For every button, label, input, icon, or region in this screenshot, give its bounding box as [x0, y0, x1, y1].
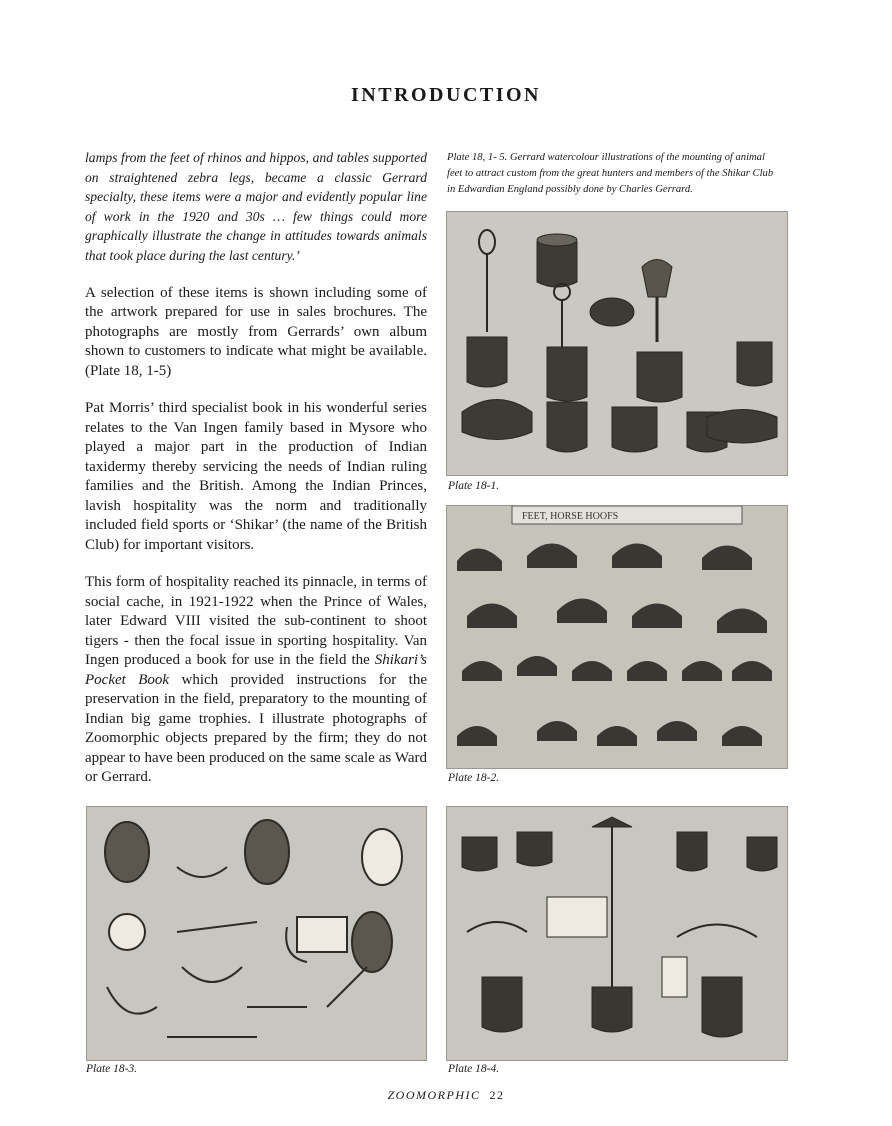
page-footer	[0, 1088, 892, 1103]
left-column	[85, 148, 427, 806]
plate-18-1-image	[446, 211, 788, 476]
plate-18-2-label: Plate 18-2.	[448, 772, 500, 784]
plate-18-3-label: Plate 18-3.	[86, 1063, 138, 1075]
plate-18-4-label: Plate 18-4.	[448, 1063, 500, 1075]
plate-18-3-image	[86, 806, 427, 1061]
hooves-illustration	[447, 506, 787, 768]
plate-18-2-image	[446, 505, 788, 769]
plate-18-2-header: FEET, HORSE HOOFS	[522, 511, 619, 522]
paragraph-3-text-after: which provided instructions for the preservation in the field, preparatory to the mounting of Indian big game trophies. I illustrate photographs of Zoomorphic objects prepared by the firm; they do not appear to have been produced on the same scale as Ward or Gerrard.	[85, 671, 428, 786]
paragraph-2: Pat Morris’ third specialist book in his wonderful series relates to the Van Ingen family based in Mysore who played a major part in the production of Indian taxidermy thereby servicing the needs of Indian ruling families and the British. Among the Indian Princes, lavish hospitality was the norm and traditionally included field sports or ‘Shikar’ (the name of the British Club) for important visitors.	[85, 400, 427, 553]
book-title: Shikari’s Pocket Book	[85, 652, 427, 688]
quote-text: lamps from the feet of rhinos and hippos, and tables supported on straightened zebra legs, became a classic Gerrard specialty, these items were a major and evidently popular line of work in the 1920 and 30s … few things could more graphically illustrate the change in attitudes towards animals that took place during the last century.’	[85, 150, 427, 263]
page-title: INTRODUCTION	[350, 84, 542, 106]
paragraph-3	[85, 573, 427, 788]
page-number: 22	[489, 1088, 505, 1102]
horn-mounts-illustration	[87, 807, 426, 1060]
plates-caption: Plate 18, 1- 5. Gerrard watercolour illustrations of the mounting of animal feet to attract custom from the great hunters and members of the Shikar Club in Edwardian England possibly done by Charles Gerrard.	[447, 152, 774, 195]
candelabra-illustration	[447, 807, 787, 1060]
footer-brand: ZOOMORPHIC	[387, 1088, 481, 1102]
plate-18-4-image	[446, 806, 788, 1061]
paragraph-1: A selection of these items is shown including some of the artwork prepared for use in sales brochures. The photographs are mostly from Gerrards’ own album shown to customers to indicate what might be available. (Plate 18, 1-5)	[85, 284, 427, 379]
animal-feet-illustration	[447, 212, 787, 475]
paragraph-3-text-before: This form of hospitality reached its pinnacle, in terms of social cache, in 1921-1922 when the Prince of Wales, later Edward VIII visited the sub-continent to shoot tigers - then the focal issue in sporting hospitality. Van Ingen produced a book for use in the field the	[85, 574, 427, 669]
plate-18-1-label: Plate 18-1.	[448, 480, 500, 492]
